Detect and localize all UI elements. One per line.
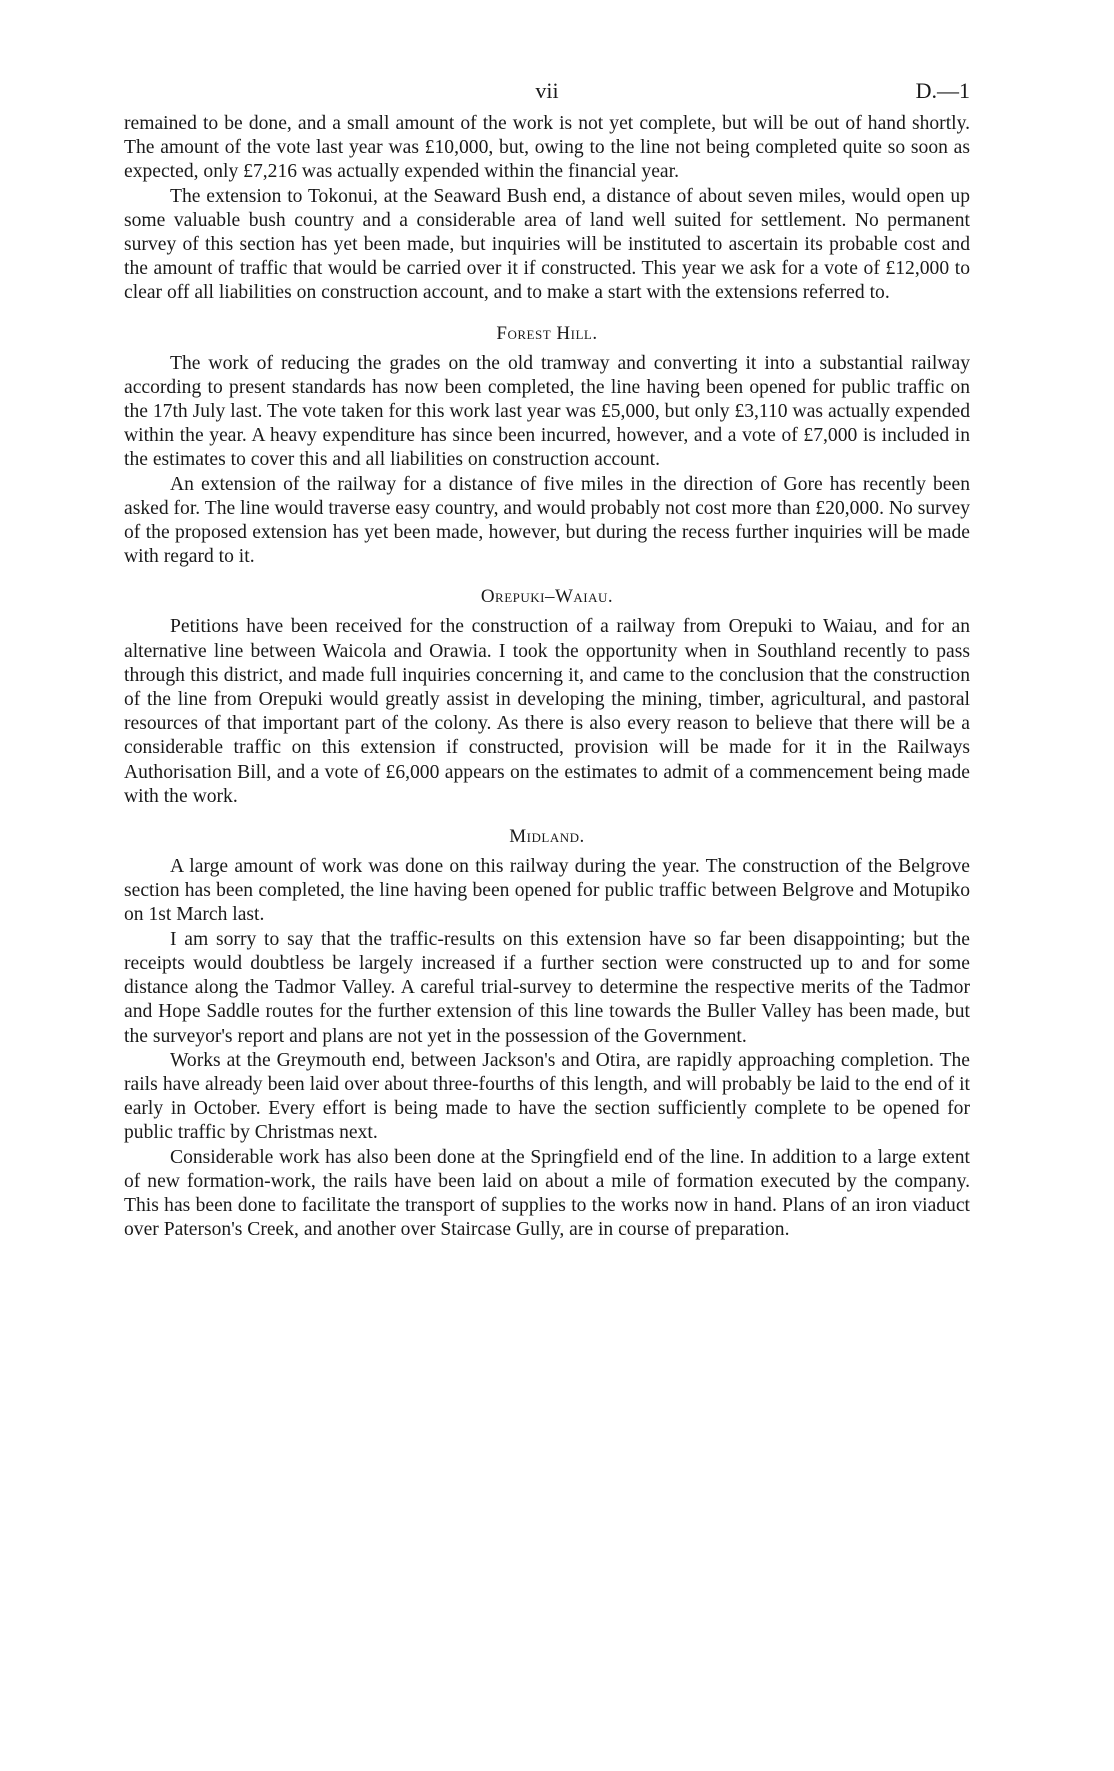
paragraph: The extension to Tokonui, at the Seaward Bush end, a distance of about seven miles, would open up some valuable bush country and a considerable area of land well suited for settlement. No permanent survey of this section has yet been made, but inquiries will be instituted to ascertain its probable cost and the amount of traffic that would be carried over it if constructed. This year we ask for a vote of £12,000 to clear off all liabilities on construction account, and to make a start with the extensions referred to. — [124, 185, 970, 304]
section-orepuki-waiau — [124, 585, 970, 809]
section-heading: Forest Hill. — [496, 322, 598, 344]
paragraph: Petitions have been received for the construction of a railway from Orepuki to Waiau, and for an alternative line between Waicola and Orawia. I took the opportunity when in Southland recently to pass through this district, and made full inquiries concerning it, and came to the conclusion that the construction of the line from Orepuki would greatly assist in developing the mining, timber, agricultural, and pastoral resources of that important part of the colony. As there is also every reason to believe that there will be a considerable traffic on this extension if constructed, provision will be made for it in the Railways Authorisation Bill, and a vote of £6,000 appears on the estimates to admit of a commencement being made with the work. — [124, 616, 970, 807]
section-forest-hill — [124, 322, 970, 570]
document-page — [124, 70, 970, 1242]
paragraph: I am sorry to say that the traffic-results on this extension have so far been disappointing; but the receipts would doubtless be largely increased if a further section were constructed up to and for some distance along the Tadmor Valley. A careful trial-survey to determine the respective merits of the Tadmor and Hope Saddle routes for the further extension of this line towards the Buller Valley has been made, but the surveyor's report and plans are not yet in the possession of the Government. — [124, 928, 970, 1047]
section-heading: Orepuki–Waiau. — [480, 586, 614, 608]
paragraph: The work of reducing the grades on the old tramway and converting it into a substantial railway according to present standards has now been completed, the line having been opened for public traffic on the 17th July last. The vote taken for this work last year was £5,000, but only £3,110 was actually expended within the year. A heavy expenditure has since been incurred, however, and a vote of £7,000 is included in the estimates to cover this and all liabilities on construction account. — [124, 352, 970, 471]
paragraph: Considerable work has also been done at the Springfield end of the line. In addition to a large extent of new formation-work, the rails have been laid on about a mile of formation executed by the company. This has been done to facilitate the transport of supplies to the works now in hand. Plans of an iron viaduct over Paterson's Creek, and another over Staircase Gully, are in course of preparation. — [124, 1146, 970, 1241]
page-header — [124, 70, 970, 112]
paragraph: An extension of the railway for a distance of five miles in the direction of Gore has recently been asked for. The line would traverse easy country, and would probably not cost more than £20,000. No survey of the proposed extension has yet been made, however, but during the recess further inquiries will be made with regard to it. — [124, 473, 970, 568]
section-heading: Midland. — [509, 826, 585, 848]
paragraph: A large amount of work was done on this railway during the year. The construction of the Belgrove section has been completed, the line having been opened for public traffic between Belgrove and Motupiko on 1st March last. — [124, 856, 970, 926]
document-reference: D.—1 — [915, 78, 970, 103]
section-midland — [124, 825, 970, 1242]
paragraph: Works at the Greymouth end, between Jackson's and Otira, are rapidly approaching completion. The rails have already been laid over about three-fourths of this length, and will probably be laid to the end of it early in October. Every effort is being made to have the section sufficiently complete to be opened for public traffic by Christmas next. — [124, 1049, 970, 1144]
page-number: vii — [535, 78, 559, 103]
paragraph: remained to be done, and a small amount of the work is not yet complete, but will be out of hand shortly. The amount of the vote last year was £10,000, but, owing to the line not being completed quite so soon as expected, only £7,216 was actually expended within the financial year. — [124, 113, 970, 183]
section-intro — [124, 112, 970, 306]
